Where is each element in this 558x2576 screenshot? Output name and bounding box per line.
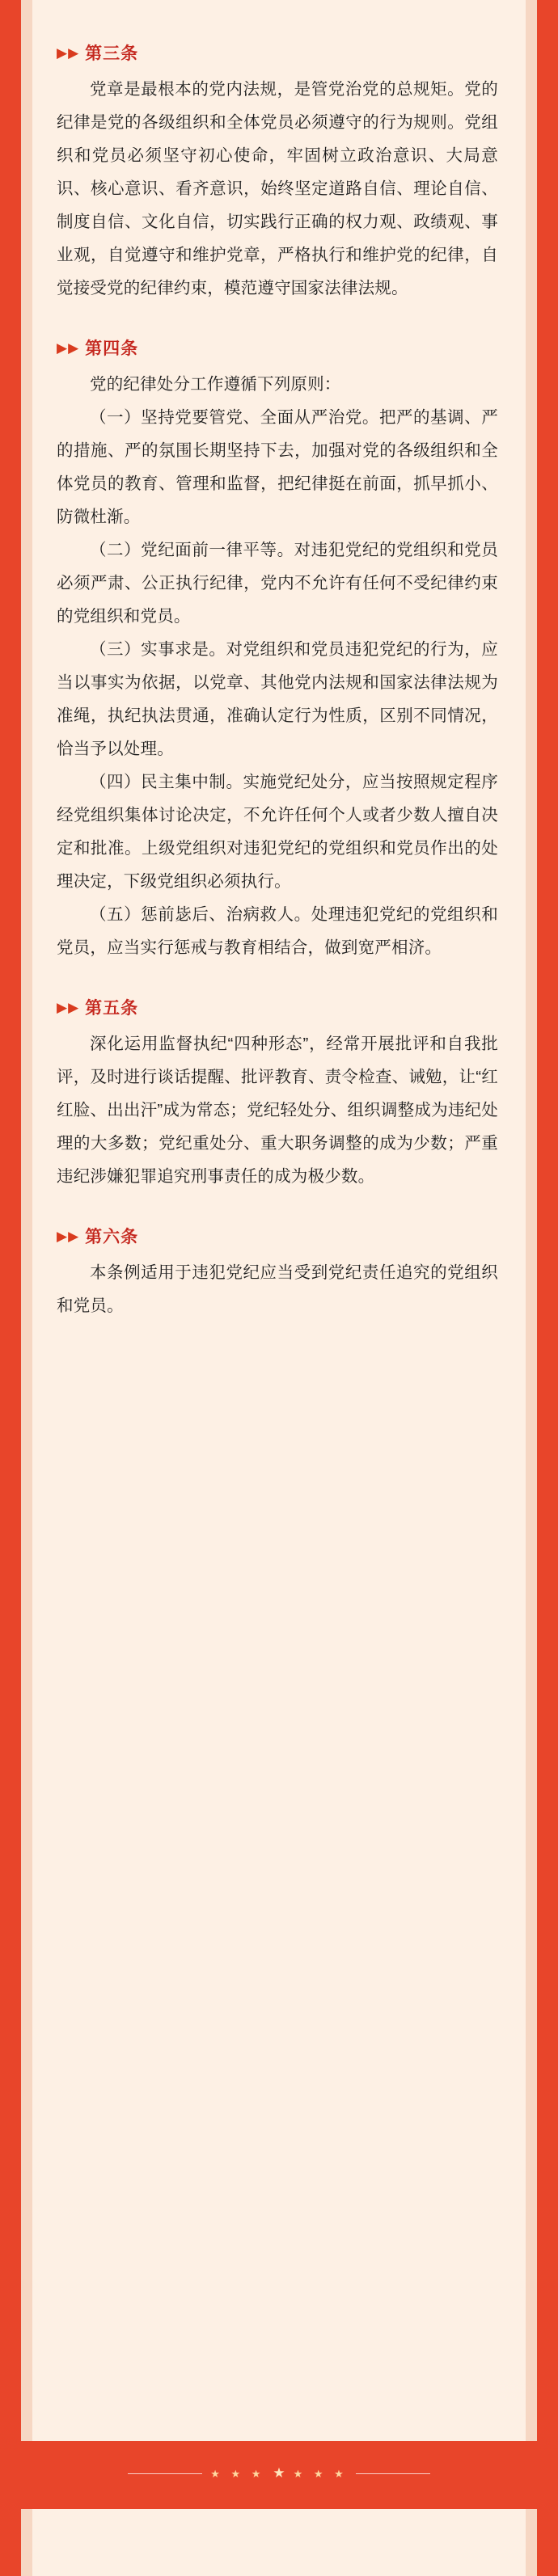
section-heading-label: 第五条 [85,999,139,1018]
paragraph: 深化运用监督执纪“四种形态”，经常开展批评和自我批评，及时进行谈话提醒、批评教育、责令检查、诫勉，让“红红脸、出出汗”成为常态；党纪轻处分、组织调整成为违纪处理的大多数；党纪重处分、重大职务调整的成为少数；严重违纪涉嫌犯罪追究刑事责任的成为极少数。 [57,1035,498,1186]
footer-decoration [0,2441,558,2509]
section-heading [32,1212,526,1256]
paragraph: （四）民主集中制。实施党纪处分，应当按照规定程序经党组织集体讨论决定，不允许任何个人或者少数人擅自决定和批准。上级党组织对违犯党纪的党组织和党员作出的处理决定，下级党组织必须执行。 [57,773,498,891]
paragraph: （一）坚持党要管党、全面从严治党。把严的基调、严的措施、严的氛围长期坚持下去，加强对党的各级组织和全体党员的教育、管理和监督，把纪律挺在前面，抓早抓小、防微杜渐。 [57,408,498,526]
paragraph: 党的纪律处分工作遵循下列原则： [90,375,341,394]
paragraph: （五）惩前毖后、治病救人。处理违犯党纪的党组织和党员，应当实行惩戒与教育相结合，做到宽严相济。 [57,905,498,957]
stars-right: ★ ★ ★ [293,2467,348,2480]
section-heading-label: 第四条 [85,339,139,358]
section-heading-label: 第六条 [85,1228,139,1246]
document-body [32,0,526,2441]
divider-line-left [128,2473,202,2474]
double-arrow-icon: ▶▶ [57,44,80,61]
paragraph: 本条例适用于违犯党纪应当受到党纪责任追究的党组织和党员。 [57,1263,498,1315]
spacer [32,313,526,324]
double-arrow-icon: ▶▶ [57,1228,80,1244]
spacer [32,1201,526,1212]
section-heading-label: 第三条 [85,44,139,63]
section-heading [32,984,526,1027]
section-article-3 [32,29,526,305]
double-arrow-icon: ▶▶ [57,339,80,356]
section-article-5 [32,984,526,1193]
stars-left: ★ ★ ★ [210,2467,265,2480]
double-arrow-icon: ▶▶ [57,999,80,1015]
section-article-6 [32,1212,526,1322]
star-center-icon: ★ [273,2465,285,2481]
section-heading [32,324,526,368]
paragraph: 党章是最根本的党内法规，是管党治党的总规矩。党的纪律是党的各级组织和全体党员必须遵守的行为规则。党组织和党员必须坚守初心使命，牢固树立政治意识、大局意识、核心意识、看齐意识，始终坚定道路自信、理论自信、制度自信、文化自信，切实践行正确的权力观、政绩观、事业观，自觉遵守和维护党章，严格执行和维护党的纪律，自觉接受党的纪律约束，模范遵守国家法律法规。 [57,80,498,297]
spacer [32,972,526,984]
section-article-4 [32,324,526,964]
footer-ornament [0,2465,558,2481]
paragraph: （二）党纪面前一律平等。对违犯党纪的党组织和党员必须严肃、公正执行纪律，党内不允许有任何不受纪律约束的党组织和党员。 [57,541,498,626]
divider-line-right [356,2473,430,2474]
paragraph: （三）实事求是。对党组织和党员违犯党纪的行为，应当以事实为依据，以党章、其他党内法规和国家法律法规为准绳，执纪执法贯通，准确认定行为性质，区别不同情况，恰当予以处理。 [57,640,498,758]
section-heading [32,29,526,73]
spacer [32,1330,526,1363]
